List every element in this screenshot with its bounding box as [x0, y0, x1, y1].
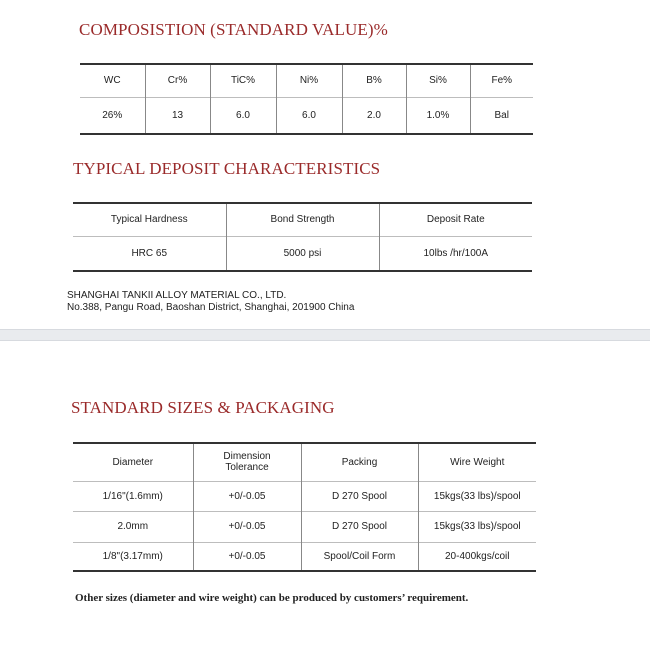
deposit-value-cell: 10lbs /hr/100A — [379, 236, 532, 271]
weight-cell: 15kgs(33 lbs)/spool — [418, 481, 536, 511]
deposit-header-cell: Typical Hardness — [110, 214, 188, 226]
deposit-value-row — [73, 236, 532, 271]
composition-header-cell: Cr% — [145, 64, 210, 97]
composition-header-row — [80, 64, 533, 97]
composition-value-cell: 2.0 — [342, 97, 406, 134]
tolerance-cell: +0/-0.05 — [193, 542, 301, 571]
deposit-header-cell: Deposit Rate — [379, 203, 532, 236]
composition-value-cell: 1.0% — [406, 97, 470, 134]
company-info — [67, 290, 354, 314]
diameter-header: Diameter — [112, 456, 154, 468]
composition-value-cell: Bal — [470, 97, 533, 134]
composition-header-cell: Si% — [406, 64, 470, 97]
tolerance-header — [193, 443, 301, 481]
packing-header: Packing — [301, 443, 418, 481]
deposit-header-cell: Bond Strength — [226, 203, 379, 236]
sizes-table — [73, 442, 536, 572]
sizes-footnote: Other sizes (diameter and wire weight) can be produced by customers’ requirement. — [75, 592, 469, 604]
composition-value-cell: 26% — [80, 97, 145, 134]
table-row — [73, 481, 536, 511]
diameter-cell: 2.0mm — [73, 511, 193, 542]
weight-cell: 20-400kgs/coil — [418, 542, 536, 571]
table-row — [73, 542, 536, 571]
composition-heading: COMPOSISTION (STANDARD VALUE)% — [79, 20, 388, 39]
tolerance-header-line1: Dimension — [223, 451, 271, 463]
composition-value-cell: 13 — [145, 97, 210, 134]
page-separator — [0, 329, 650, 341]
company-address: No.388, Pangu Road, Baoshan District, Shanghai, 201900 China — [67, 302, 355, 313]
deposit-value-cell: 5000 psi — [226, 236, 379, 271]
tolerance-cell: +0/-0.05 — [193, 511, 301, 542]
tolerance-cell: +0/-0.05 — [193, 481, 301, 511]
composition-value-row — [80, 97, 533, 134]
packing-cell: Spool/Coil Form — [301, 542, 418, 571]
document-page-2 — [0, 341, 650, 647]
sizes-heading: STANDARD SIZES & PACKAGING — [71, 398, 335, 417]
sizes-header-row — [73, 443, 536, 481]
composition-header-cell: TiC% — [210, 64, 276, 97]
composition-header-cell: Fe% — [470, 64, 533, 97]
packing-cell: D 270 Spool — [301, 511, 418, 542]
composition-header-cell: Ni% — [276, 64, 342, 97]
deposit-value-cell: HRC 65 — [73, 236, 226, 271]
composition-header-cell: WC — [103, 75, 121, 87]
composition-header-cell: B% — [342, 64, 406, 97]
deposit-table — [73, 202, 532, 272]
deposit-heading: TYPICAL DEPOSIT CHARACTERISTICS — [73, 159, 381, 178]
packing-cell: D 270 Spool — [301, 481, 418, 511]
deposit-header-row — [73, 203, 532, 236]
weight-header: Wire Weight — [418, 443, 536, 481]
diameter-cell: 1/16"(1.6mm) — [73, 481, 193, 511]
composition-value-cell: 6.0 — [276, 97, 342, 134]
tolerance-header-line2: Tolerance — [225, 462, 269, 474]
composition-value-cell: 6.0 — [210, 97, 276, 134]
diameter-cell: 1/8"(3.17mm) — [73, 542, 193, 571]
table-row — [73, 511, 536, 542]
weight-cell: 15kgs(33 lbs)/spool — [418, 511, 536, 542]
company-name: SHANGHAI TANKII ALLOY MATERIAL CO., LTD. — [67, 290, 287, 301]
composition-table — [80, 63, 533, 135]
